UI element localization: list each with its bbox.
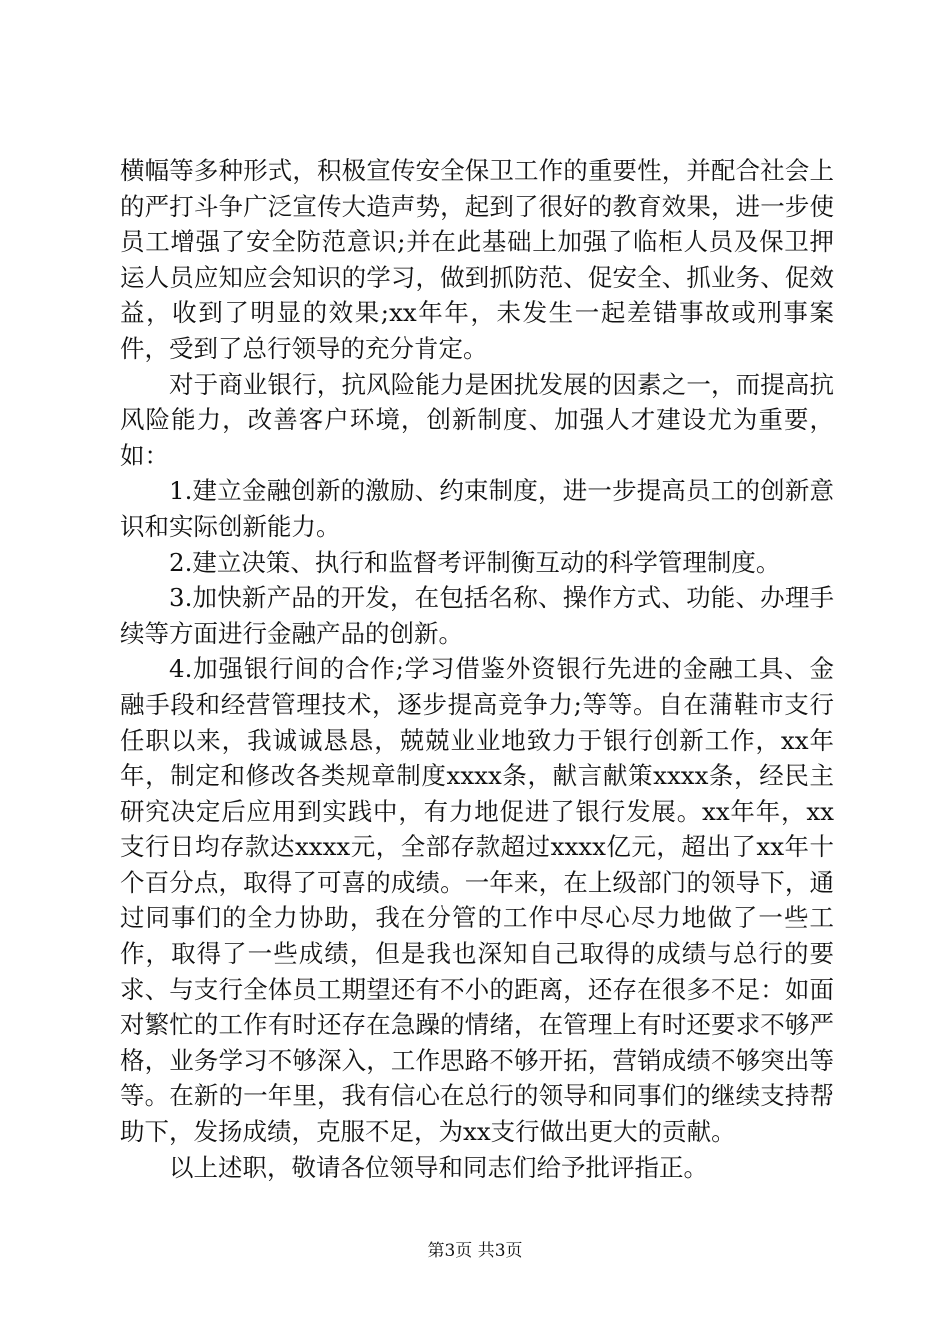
paragraph-2: 对于商业银行，抗风险能力是困扰发展的因素之一，而提高抗风险能力，改善客户环境，创新制度、加强人才建设尤为重要，如： [120, 369, 834, 470]
document-body [120, 153, 834, 1185]
paragraph-1: 横幅等多种形式，积极宣传安全保卫工作的重要性，并配合社会上的严打斗争广泛宣传大造声势，起到了很好的教育效果，进一步使员工增强了安全防范意识;并在此基础上加强了临柜人员及保卫押运人员应知应会知识的学习，做到抓防范、促安全、抓业务、促效益，收到了明显的效果;xx年年，未发生一起差错事故或刑事案件，受到了总行领导的充分肯定。 [120, 156, 834, 363]
page-footer: 第3页 共3页 [427, 1241, 523, 1261]
paragraph-6: 4.加强银行间的合作;学习借鉴外资银行先进的金融工具、金融手段和经营管理技术，逐步提高竞争力;等等。自在蒲鞋市支行任职以来，我诚诚恳恳，兢兢业业地致力于银行创新工作，xx年年，制定和修改各类规章制度xxxx条，献言献策xxxx条，经民主研究决定后应用到实践中，有力地促进了银行发展。xx年年，xx支行日均存款达xxxx元，全部存款超过xxxx亿元，超出了xx年十个百分点，取得了可喜的成绩。一年来，在上级部门的领导下，通过同事们的全力协助，我在分管的工作中尽心尽力地做了一些工作，取得了一些成绩，但是我也深知自己取得的成绩与总行的要求、与支行全体员工期望还有不小的距离，还存在很多不足：如面对繁忙的工作有时还存在急躁的情绪，在管理上有时还要求不够严格，业务学习不够深入，工作思路不够开拓，营销成绩不够突出等等。在新的一年里，我有信心在总行的领导和同事们的继续支持帮助下，发扬成绩，克服不足，为xx支行做出更大的贡献。 [120, 654, 834, 1147]
paragraph-4: 2.建立决策、执行和监督考评制衡互动的科学管理制度。 [169, 547, 781, 577]
paragraph-7: 以上述职，敬请各位领导和同志们给予批评指正。 [169, 1152, 708, 1182]
paragraph-3: 1.建立金融创新的激励、约束制度，进一步提高员工的创新意识和实际创新能力。 [120, 476, 834, 541]
paragraph-5: 3.加快新产品的开发，在包括名称、操作方式、功能、办理手续等方面进行金融产品的创新。 [120, 583, 834, 648]
